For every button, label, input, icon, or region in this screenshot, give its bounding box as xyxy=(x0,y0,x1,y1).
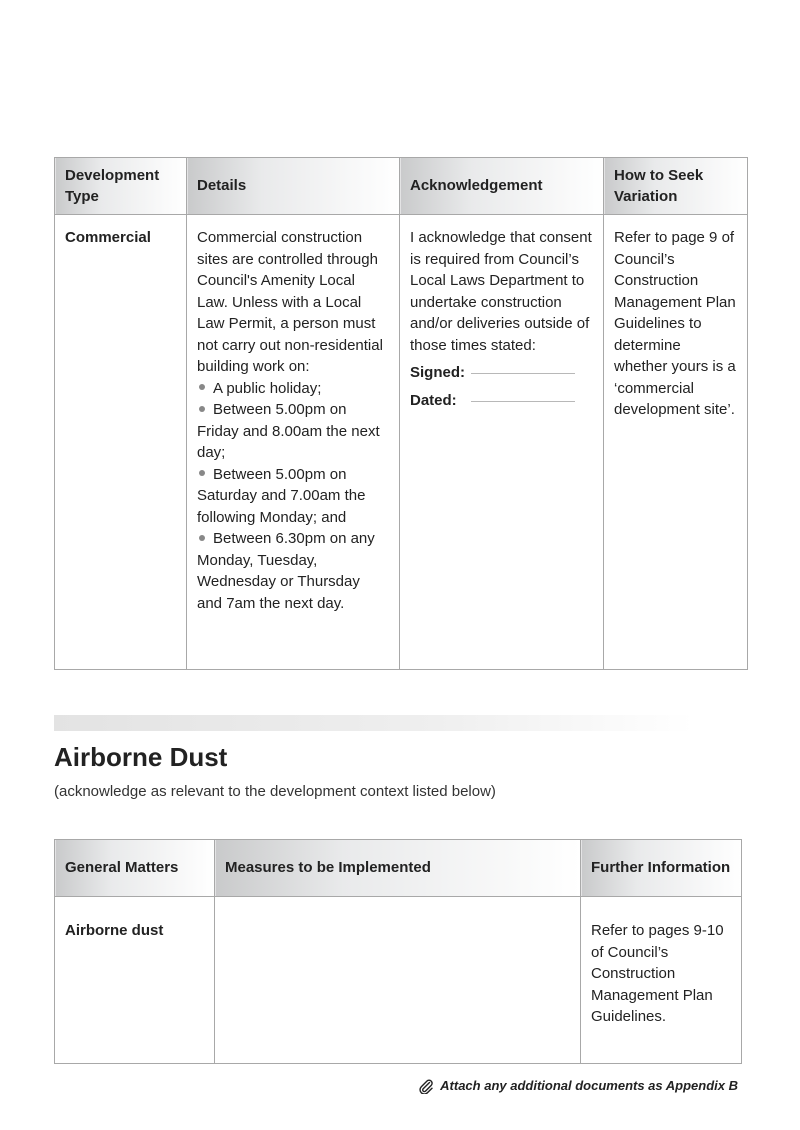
table-header-row xyxy=(55,158,748,215)
list-item: Between 5.00pm on Friday and 8.00am the next day; xyxy=(197,401,380,461)
details-cell xyxy=(187,215,400,670)
paperclip-icon xyxy=(418,1078,434,1094)
header-details: Details xyxy=(187,158,400,215)
development-type-table xyxy=(54,157,748,670)
bullet-icon xyxy=(199,406,205,412)
measures-input-cell[interactable] xyxy=(215,897,581,1064)
appendix-note xyxy=(418,1076,738,1096)
bullet-icon xyxy=(199,470,205,476)
variation-cell: Refer to page 9 of Council’s Construction Management Plan Guidelines to determine whether yours is a ‘commercial development site’. xyxy=(604,215,748,670)
header-measures: Measures to be Implemented xyxy=(215,840,581,897)
header-general-matters: General Matters xyxy=(55,840,215,897)
further-information-cell: Refer to pages 9-10 of Council’s Construction Management Plan Guidelines. xyxy=(581,897,742,1064)
header-acknowledgement: Acknowledgement xyxy=(400,158,604,215)
acknowledgement-text: I acknowledge that consent is required from Council’s Local Laws Department to undertake construction and/or deliveries outside of those times stated: xyxy=(410,229,592,354)
bullet-icon xyxy=(199,384,205,390)
header-how-to-seek-variation: How to Seek Variation xyxy=(604,158,748,215)
list-item: Between 5.00pm on Saturday and 7.00am the following Monday; and xyxy=(197,465,366,526)
list-item: Between 6.30pm on any Monday, Tuesday, Wednesday or Thursday and 7am the next day. xyxy=(197,530,375,612)
table-row xyxy=(55,897,742,1064)
header-further-information: Further Information xyxy=(581,840,742,897)
section-subtitle: (acknowledge as relevant to the development context listed below) xyxy=(54,783,496,800)
list-item: A public holiday; xyxy=(197,378,389,400)
acknowledgement-cell xyxy=(400,215,604,670)
restricted-times-list xyxy=(197,378,389,615)
dated-field[interactable] xyxy=(471,401,575,402)
appendix-note-text: Attach any additional documents as Appendix B xyxy=(440,1078,738,1093)
header-development-type: Development Type xyxy=(55,158,187,215)
signed-field[interactable] xyxy=(471,373,575,374)
dated-label: Dated: xyxy=(410,391,457,409)
section-title: Airborne Dust xyxy=(54,742,228,772)
development-type-cell: Commercial xyxy=(55,215,187,670)
signed-line[interactable] xyxy=(410,362,593,384)
table-header-row xyxy=(55,840,742,897)
table-row xyxy=(55,215,748,670)
dated-line[interactable] xyxy=(410,390,593,412)
section-divider xyxy=(54,715,694,731)
airborne-dust-table xyxy=(54,839,742,1064)
details-intro: Commercial construction sites are controlled through Council's Amenity Local Law. Unless with a Local Law Permit, a person must not carry out non-residential building work on: xyxy=(197,229,383,375)
general-matter-cell: Airborne dust xyxy=(55,897,215,1064)
signed-label: Signed: xyxy=(410,364,465,381)
bullet-icon xyxy=(199,535,205,541)
